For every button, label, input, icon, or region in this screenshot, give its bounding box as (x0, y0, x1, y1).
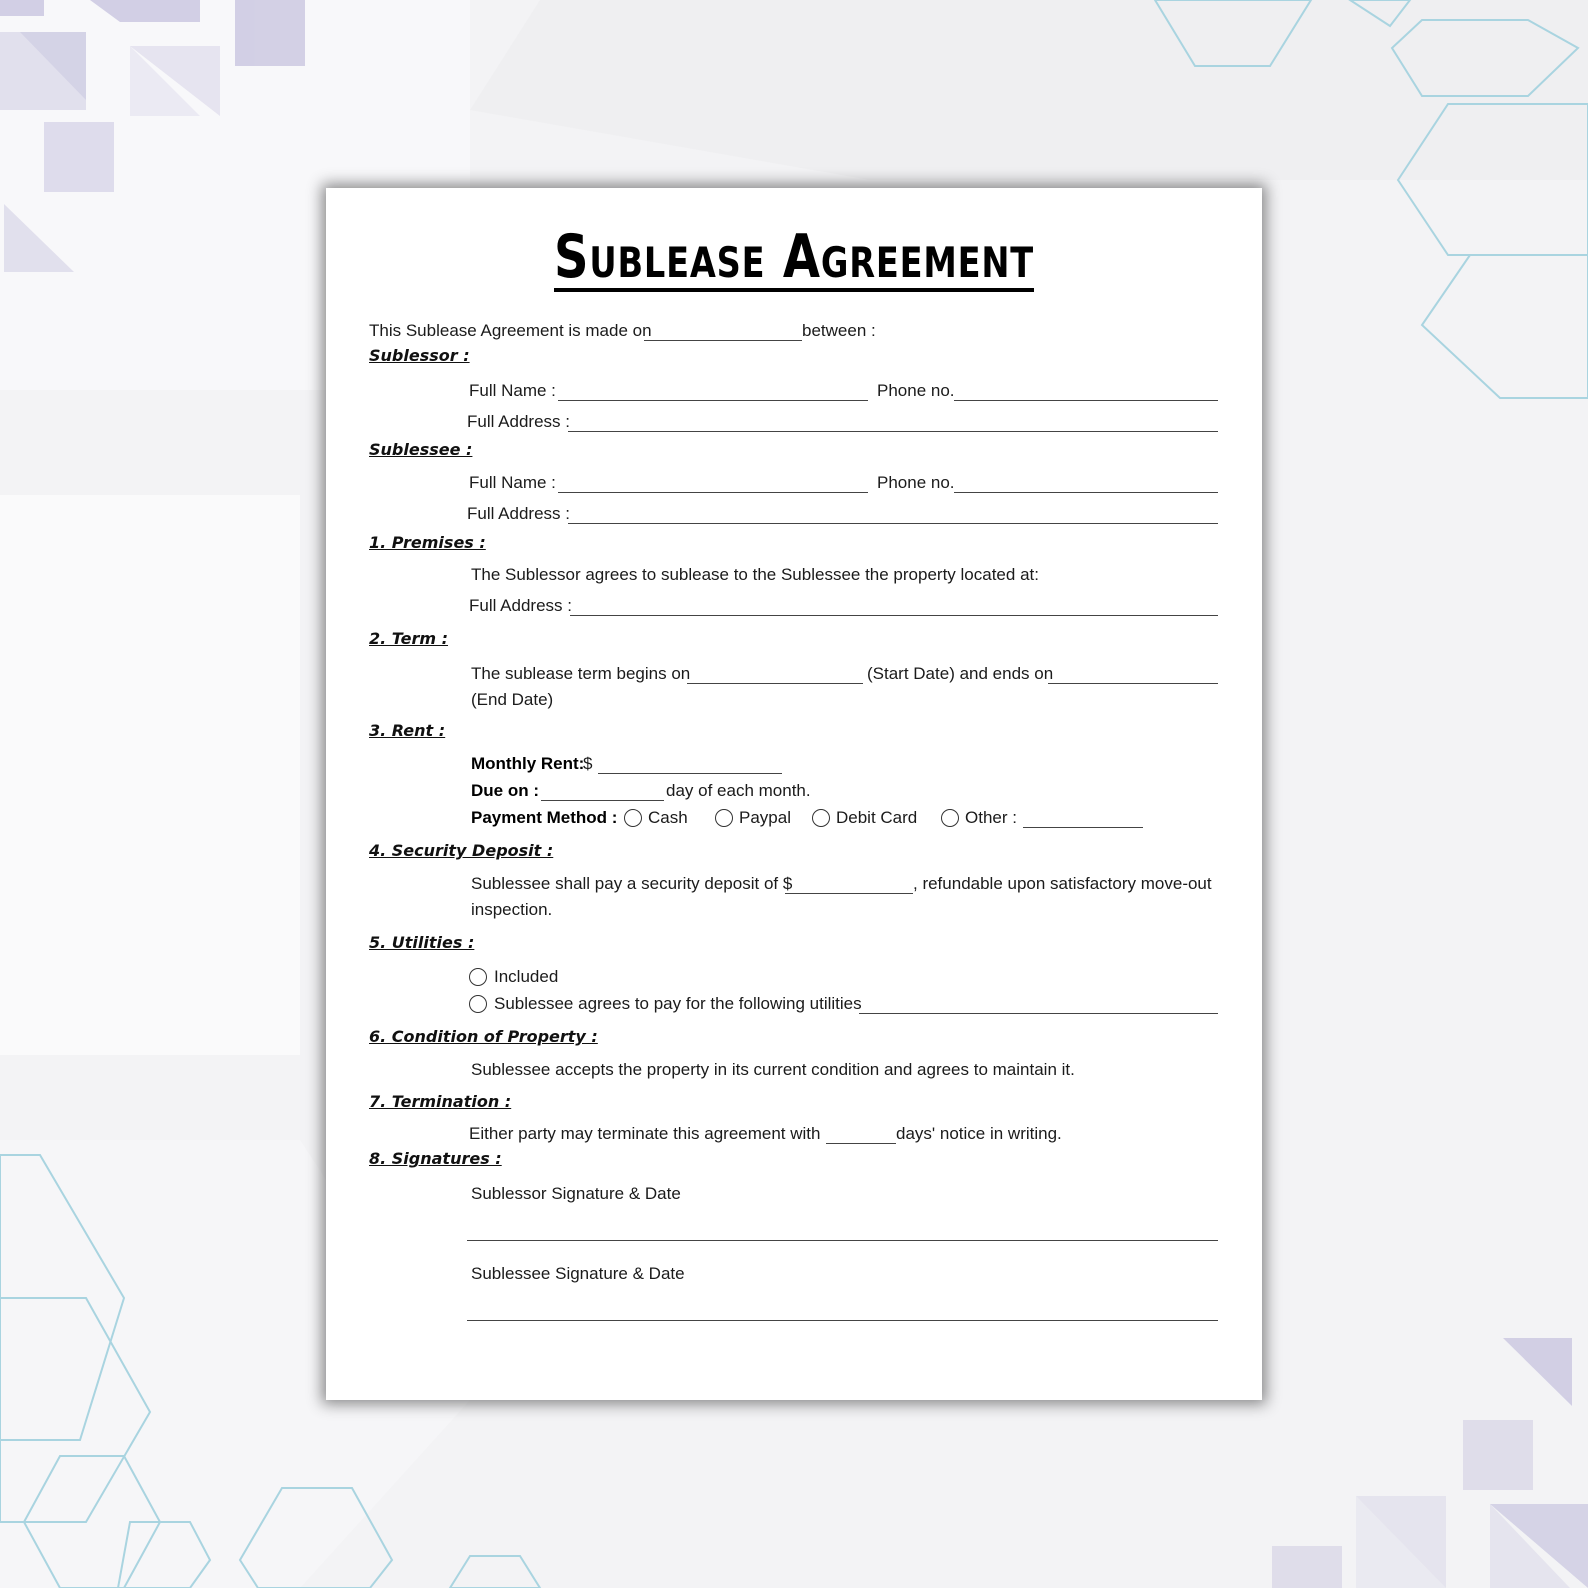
term-start-label: (Start Date) and ends on (867, 664, 1054, 683)
document-title-wrap (326, 222, 1262, 292)
due-day-field[interactable] (541, 800, 664, 801)
agreement-date-field[interactable] (644, 340, 802, 341)
signatures-heading: 8. Signatures : (369, 1149, 502, 1168)
utilities-sublessee-pays-label: Sublessee agrees to pay for the following utilities (494, 994, 862, 1013)
payment-other-label: Other : (965, 808, 1017, 827)
condition-text: Sublessee accepts the property in its current condition and agrees to maintain it. (471, 1060, 1075, 1079)
intro-prefix: This Sublease Agreement is made on (369, 321, 652, 340)
payment-debit-card-radio[interactable] (812, 809, 830, 827)
termination-prefix: Either party may terminate this agreement with (469, 1124, 821, 1143)
term-end-label: (End Date) (471, 690, 554, 709)
sublessor-heading: Sublessor : (369, 346, 470, 365)
premises-address-label: Full Address : (469, 596, 572, 615)
sublessee-phone-field[interactable] (954, 492, 1218, 493)
deposit-suffix: , refundable upon satisfactory move-out (913, 874, 1212, 893)
rent-currency-symbol: $ (583, 754, 593, 773)
sublessee-heading: Sublessee : (369, 440, 473, 459)
deposit-amount-field[interactable] (785, 893, 913, 894)
utilities-heading: 5. Utilities : (369, 933, 475, 952)
sublessee-name-label: Full Name : (469, 473, 556, 492)
sublessee-address-label: Full Address : (467, 504, 570, 523)
term-begins-text: The sublease term begins on (471, 664, 691, 683)
payment-other-field[interactable] (1023, 827, 1143, 828)
termination-heading: 7. Termination : (369, 1092, 512, 1111)
security-deposit-heading: 4. Security Deposit : (369, 841, 554, 860)
utilities-included-radio[interactable] (469, 968, 487, 986)
sublessor-address-field[interactable] (568, 431, 1218, 432)
document-page (326, 188, 1262, 1400)
payment-other-radio[interactable] (941, 809, 959, 827)
utilities-list-field[interactable] (859, 1013, 1218, 1014)
payment-method-label: Payment Method : (471, 808, 618, 827)
premises-address-field[interactable] (570, 615, 1218, 616)
sublessee-signature-field[interactable] (467, 1320, 1218, 1321)
payment-paypal-radio[interactable] (715, 809, 733, 827)
rent-heading: 3. Rent : (369, 721, 446, 740)
premises-heading: 1. Premises : (369, 533, 486, 552)
sublessor-name-field[interactable] (558, 400, 868, 401)
sublessor-signature-label: Sublessor Signature & Date (471, 1184, 681, 1203)
utilities-sublessee-pays-radio[interactable] (469, 995, 487, 1013)
sublessor-phone-field[interactable] (954, 400, 1218, 401)
deposit-prefix: Sublessee shall pay a security deposit of $ (471, 874, 793, 893)
condition-heading: 6. Condition of Property : (369, 1027, 598, 1046)
utilities-included-label: Included (494, 967, 559, 986)
due-on-label: Due on : (471, 781, 539, 800)
term-start-date-field[interactable] (687, 683, 863, 684)
payment-debit-card-label: Debit Card (836, 808, 918, 827)
deposit-continuation: inspection. (471, 900, 553, 919)
monthly-rent-field[interactable] (598, 773, 782, 774)
monthly-rent-label: Monthly Rent: (471, 754, 585, 773)
sublessor-name-label: Full Name : (469, 381, 556, 400)
payment-cash-label: Cash (648, 808, 688, 827)
due-suffix: day of each month. (666, 781, 811, 800)
intro-suffix: between : (802, 321, 876, 340)
termination-days-field[interactable] (826, 1143, 896, 1144)
sublessor-signature-field[interactable] (467, 1240, 1218, 1241)
termination-suffix: days' notice in writing. (896, 1124, 1062, 1143)
sublessee-phone-label: Phone no. (877, 473, 955, 492)
term-end-date-field[interactable] (1048, 683, 1218, 684)
payment-paypal-label: Paypal (739, 808, 791, 827)
document-title: Sublease Agreement (553, 222, 1035, 292)
sublessee-address-field[interactable] (568, 523, 1218, 524)
payment-cash-radio[interactable] (624, 809, 642, 827)
sublessor-phone-label: Phone no. (877, 381, 955, 400)
sublessee-name-field[interactable] (558, 492, 868, 493)
sublessee-signature-label: Sublessee Signature & Date (471, 1264, 685, 1283)
premises-text: The Sublessor agrees to sublease to the Sublessee the property located at: (471, 565, 1039, 584)
term-heading: 2. Term : (369, 629, 449, 648)
sublessor-address-label: Full Address : (467, 412, 570, 431)
